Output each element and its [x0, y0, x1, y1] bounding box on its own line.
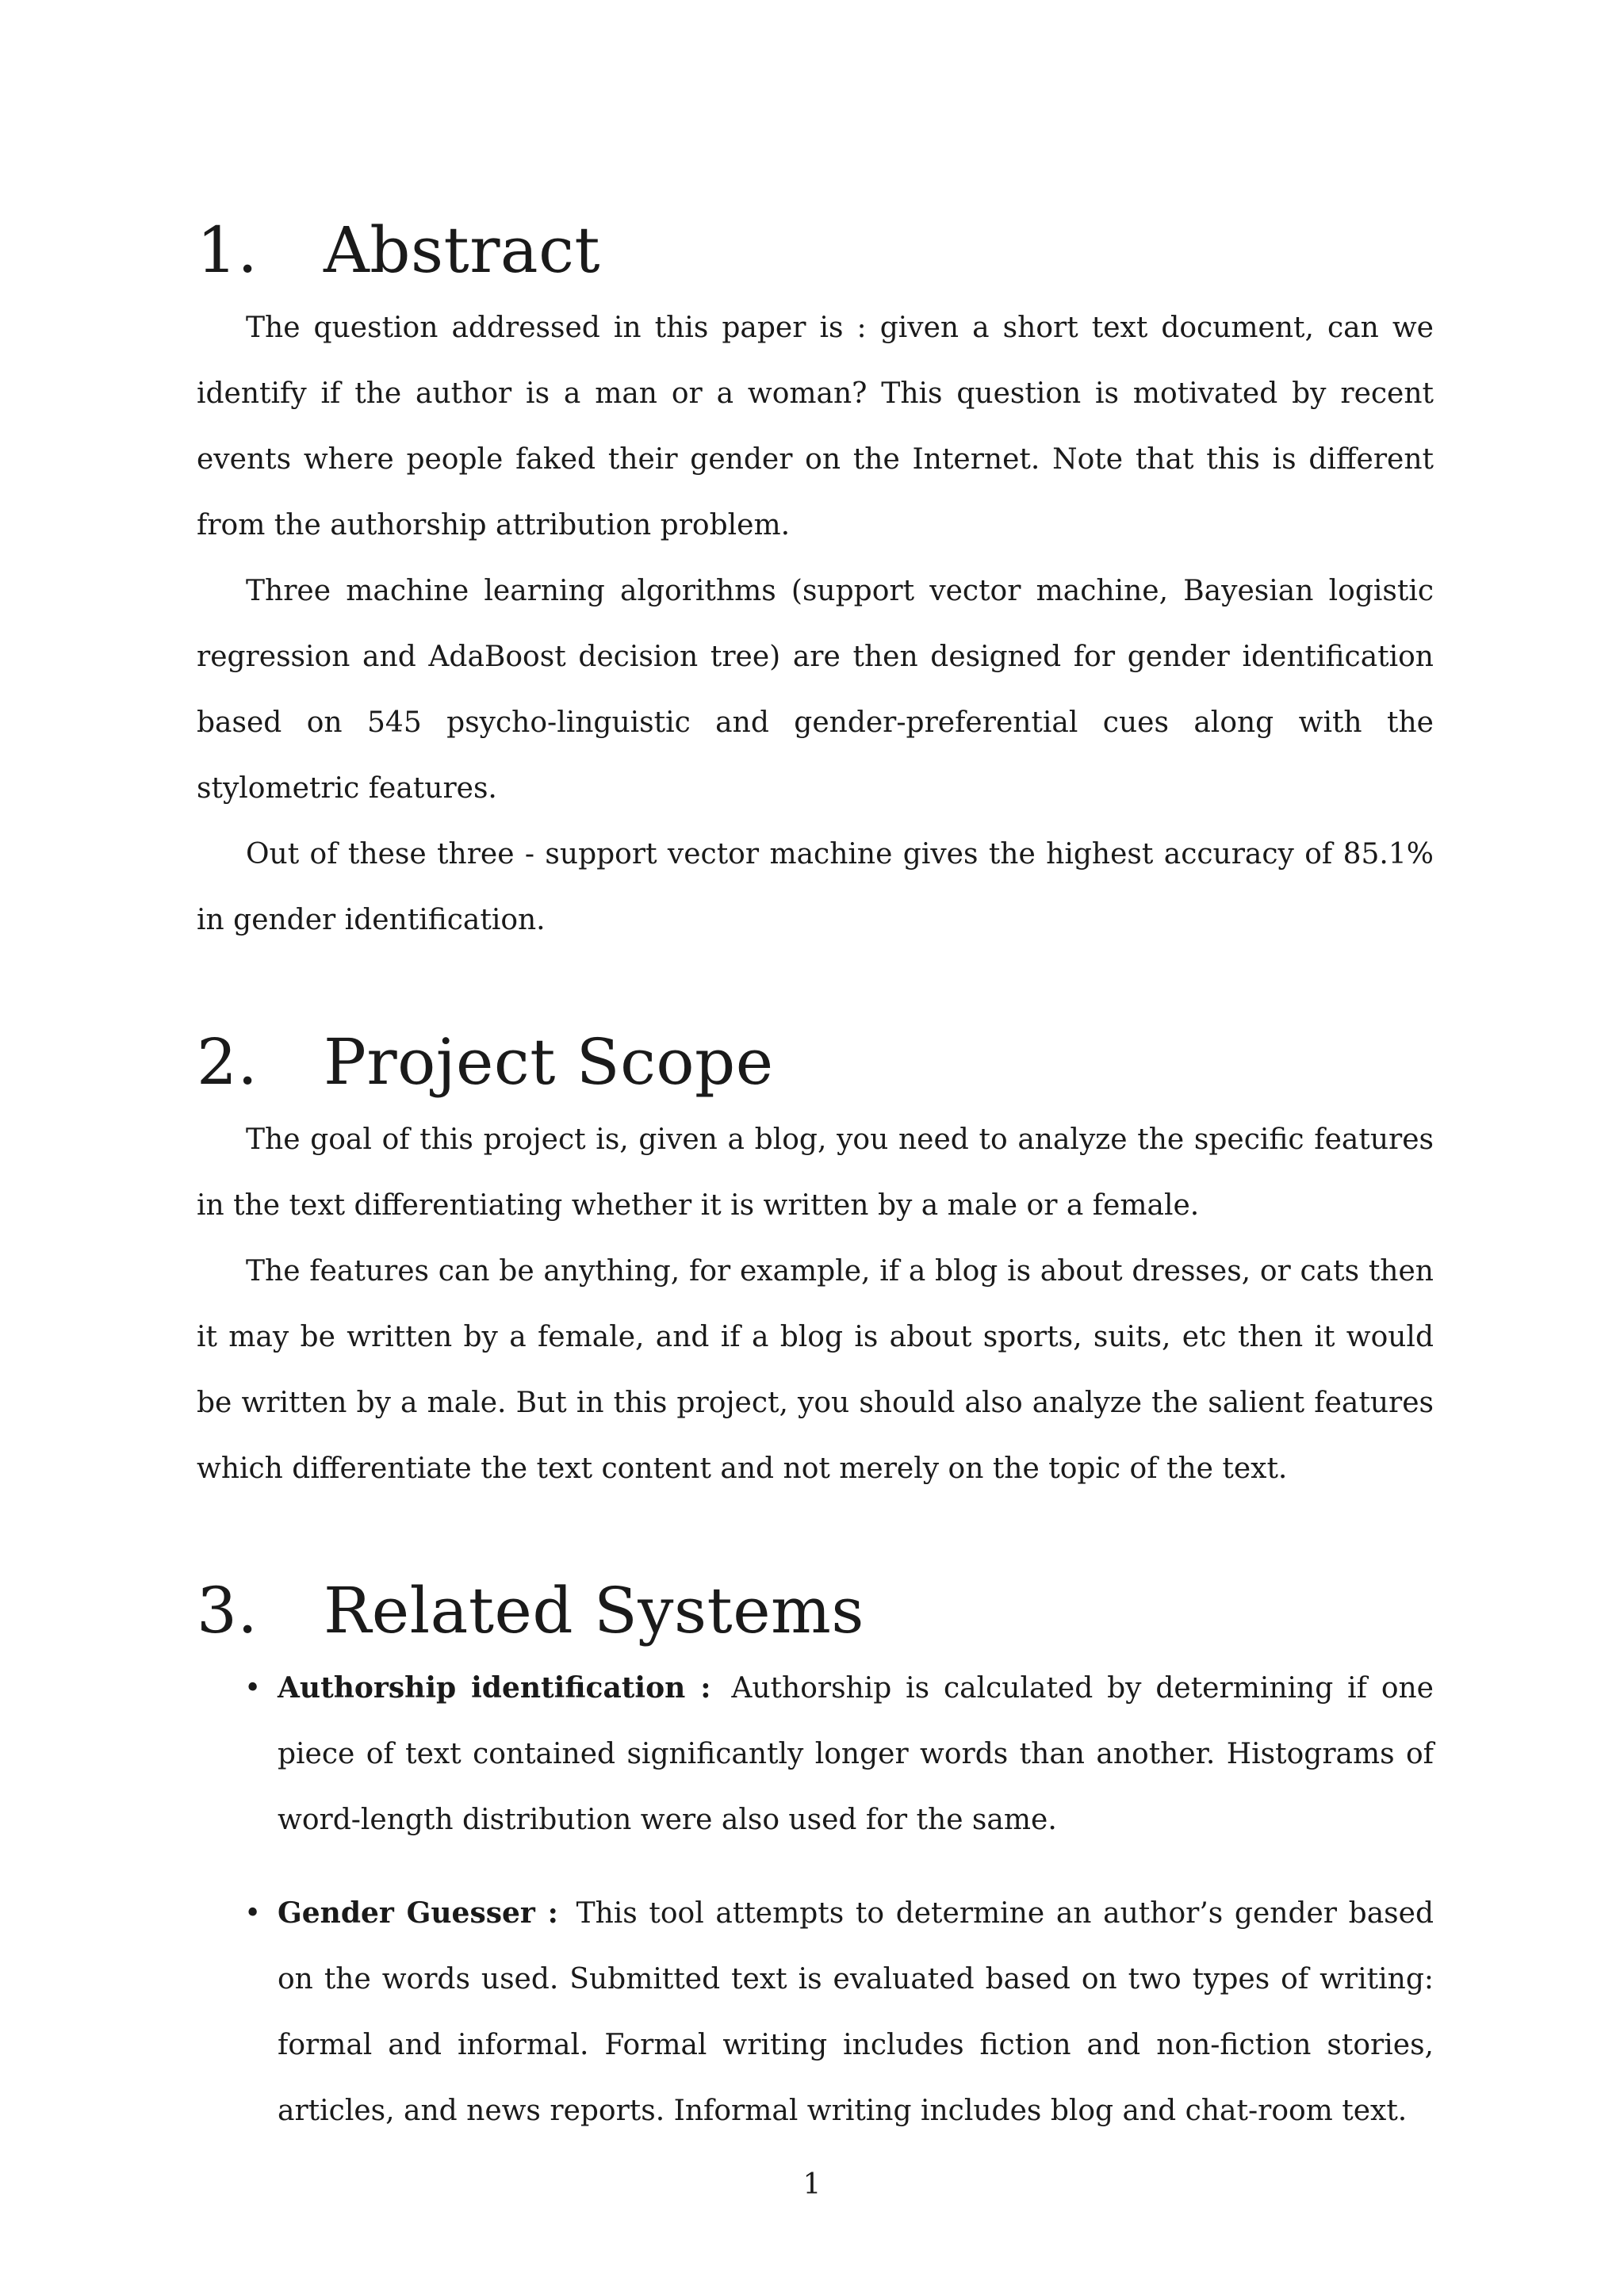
- list-item-term: Gender Guesser :: [278, 1896, 558, 1930]
- abstract-paragraph-3: Out of these three - support vector machine gives the highest accuracy of 85.1% in gender identification.: [197, 838, 1434, 936]
- section-title: Related Systems: [324, 1574, 864, 1647]
- related-systems-list: [197, 1655, 1434, 2144]
- section-title: Project Scope: [324, 1025, 774, 1099]
- page-content: [197, 214, 1434, 2144]
- section-abstract: [197, 214, 1434, 953]
- section-heading-related-systems: [197, 1575, 1434, 1647]
- list-item-text: This tool attempts to determine an author’s gender based on the words used. Submitted text is evaluated based on two types of writing: formal and informal. Formal writing includes fiction and non-fiction stories, articles, and news reports. Informal writing includes blog and chat-room text.: [278, 1897, 1434, 2127]
- abstract-paragraph-1: The question addressed in this paper is : given a short text document, can we identify if the author is a man or a woman? This question is motivated by recent events where people faked their gender on the Internet. Note that this is different from the authorship attribution problem.: [197, 312, 1434, 541]
- list-item-term: Authorship identification :: [278, 1671, 711, 1705]
- bullet-icon: •: [244, 1897, 262, 1930]
- list-item: [244, 1655, 1434, 1853]
- section-title: Abstract: [324, 213, 601, 287]
- scope-paragraph-2: The features can be anything, for example, if a blog is about dresses, or cats then it may be written by a female, and if a blog is about sports, suits, etc then it would be written by a male. But in this project, you should also analyze the salient features which differentiate the text content and not merely on the topic of the text.: [197, 1255, 1434, 1485]
- page-number: 1: [802, 2168, 822, 2201]
- section-project-scope: [197, 1026, 1434, 1502]
- section-number: 3.: [197, 1574, 259, 1647]
- section-number: 2.: [197, 1025, 259, 1099]
- section-related-systems: [197, 1575, 1434, 2144]
- list-item: [244, 1881, 1434, 2144]
- abstract-paragraph-2: Three machine learning algorithms (support vector machine, Bayesian logistic regression and AdaBoost decision tree) are then designed for gender identification based on 545 psycho-linguistic and gender-preferential cues along with the stylometric features.: [197, 575, 1434, 805]
- section-number: 1.: [197, 213, 259, 287]
- section-heading-project-scope: [197, 1026, 1434, 1099]
- bullet-icon: •: [244, 1672, 262, 1705]
- scope-paragraph-1: The goal of this project is, given a blog, you need to analyze the specific features in the text differentiating whether it is written by a male or a female.: [197, 1123, 1434, 1222]
- list-item-text: Authorship is calculated by determining if one piece of text contained significantly longer words than another. Histograms of word-length distribution were also used for the same.: [278, 1672, 1434, 1836]
- section-heading-abstract: [197, 214, 1434, 287]
